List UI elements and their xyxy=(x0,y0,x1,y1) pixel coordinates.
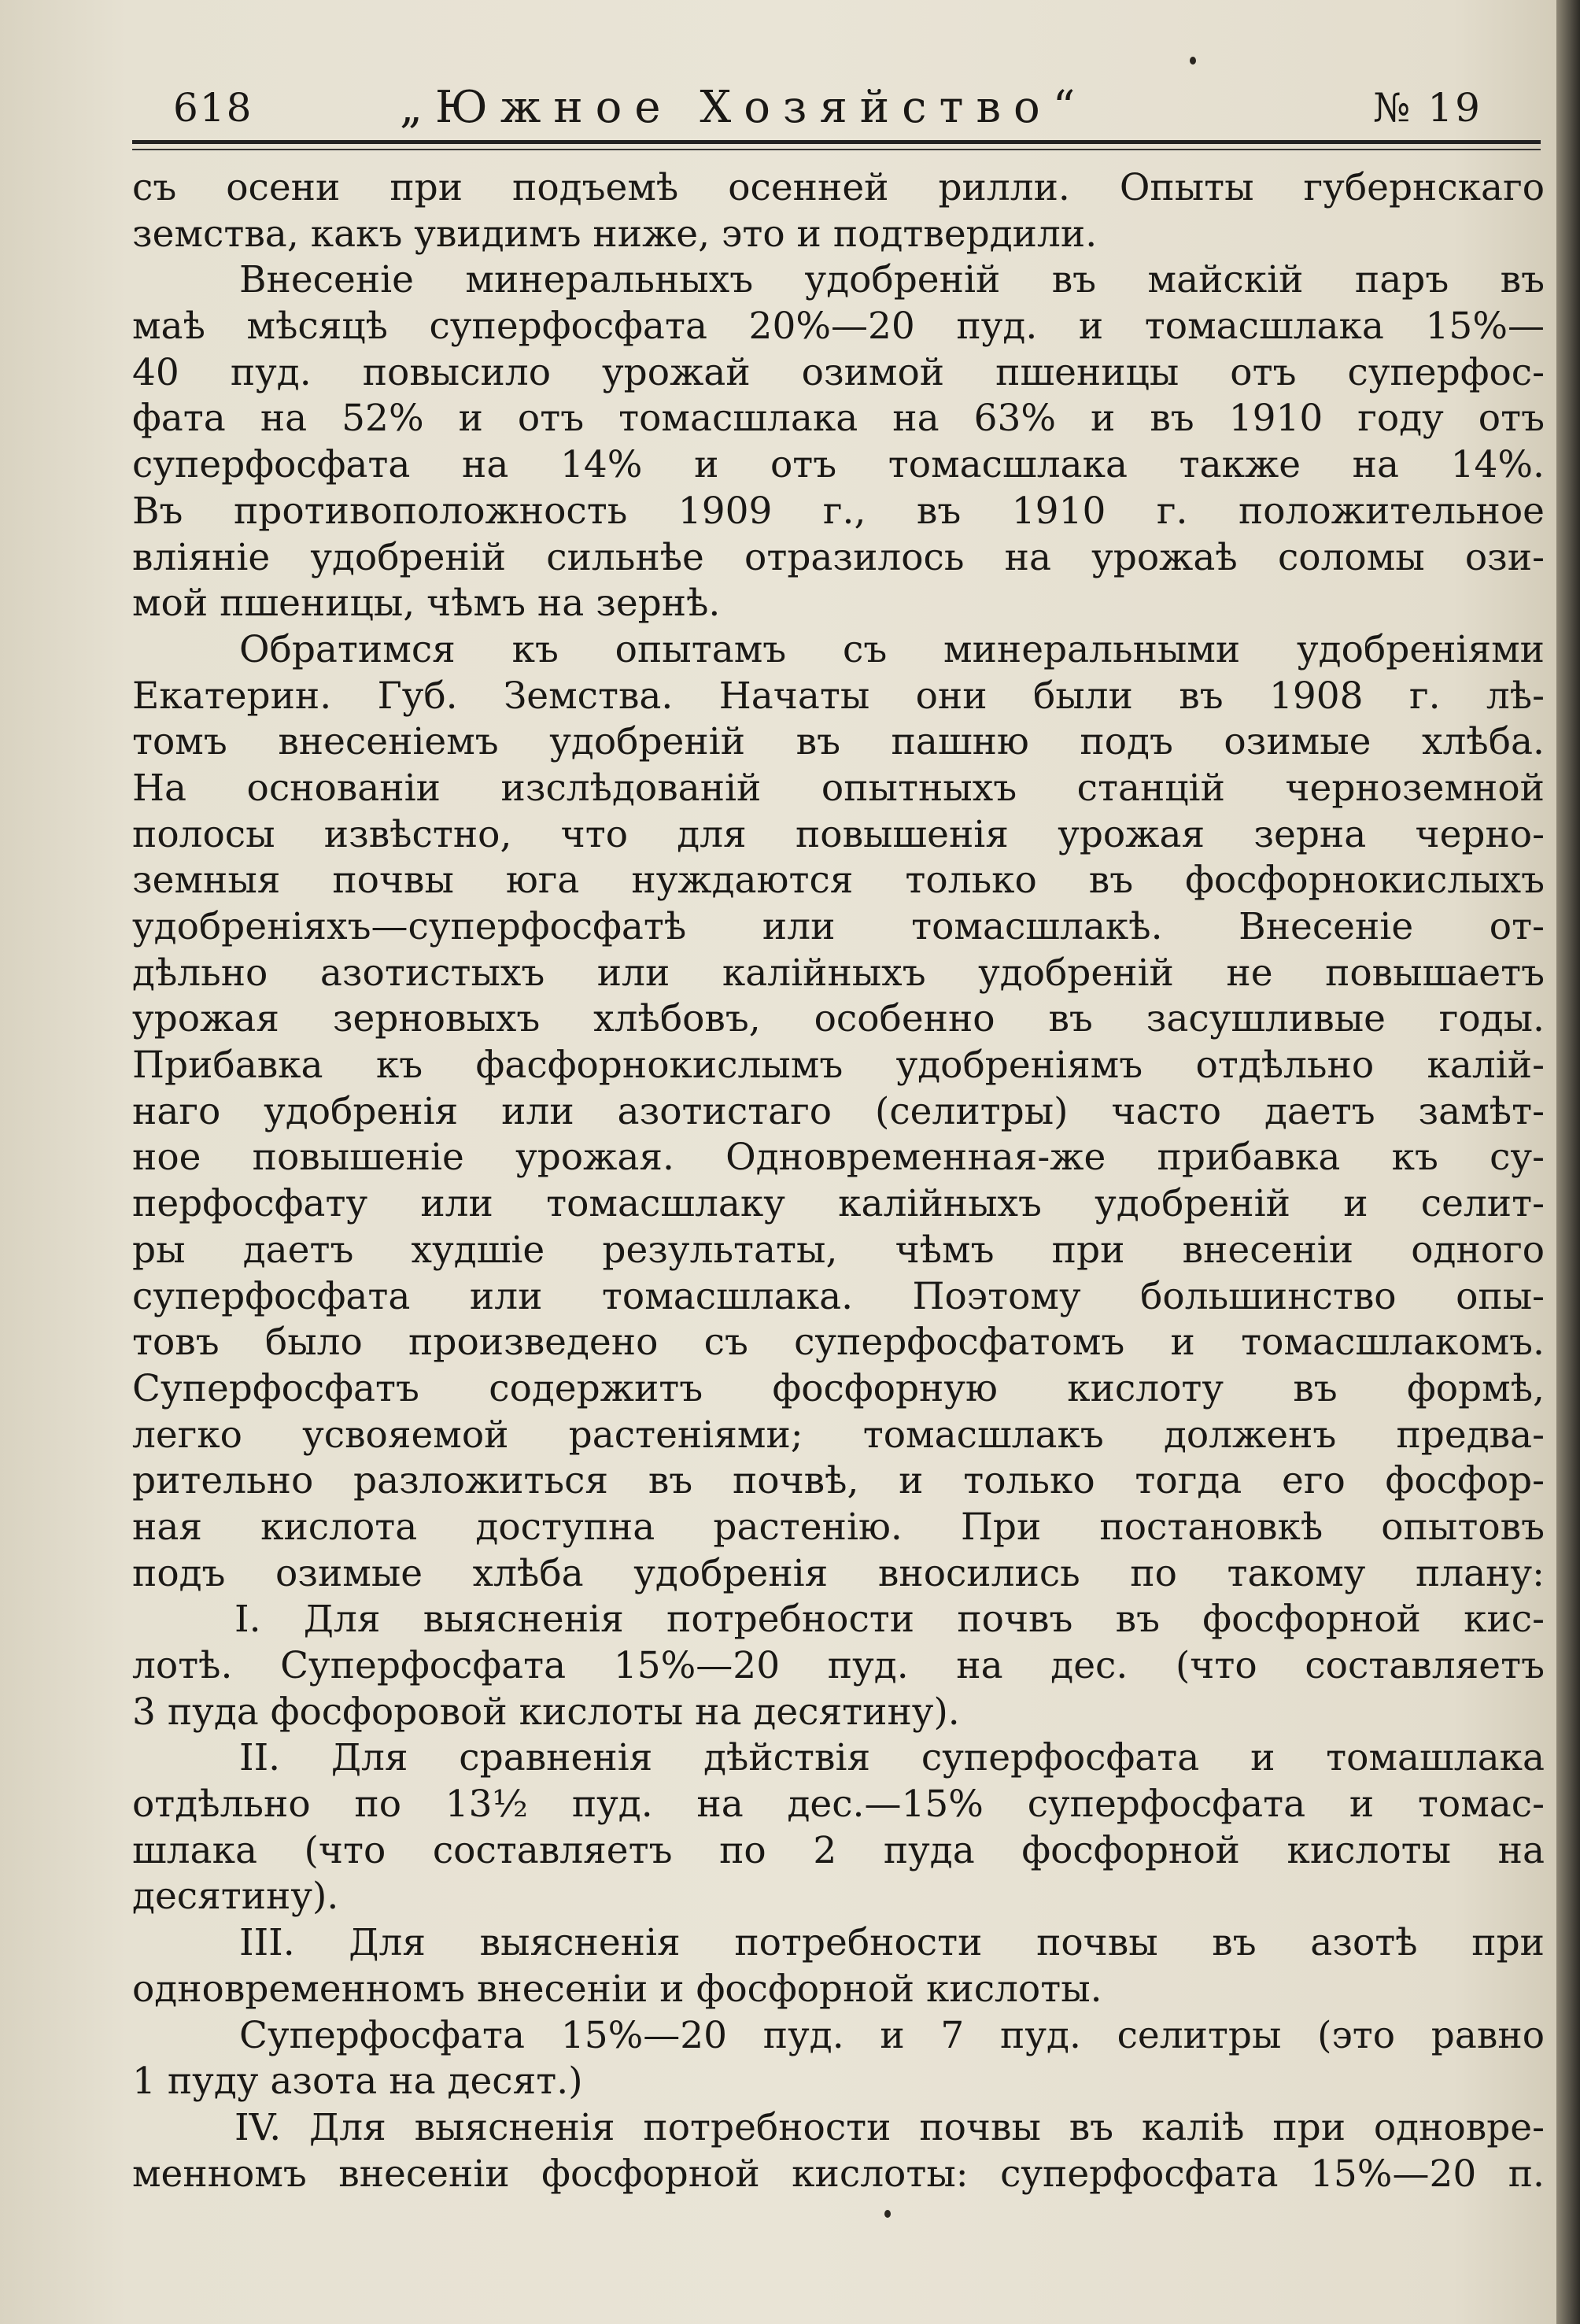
text-line: наго удобренія или азотистаго (селитры) часто даетъ замѣт- xyxy=(132,1089,1545,1133)
text-line: III. Для выясненія потребности почвы въ азотѣ при xyxy=(239,1921,1545,1965)
text-line: съ осени при подъемѣ осенней рилли. Опыты губернскаго xyxy=(132,166,1545,209)
print-speck xyxy=(884,2210,891,2218)
text-line: земныя почвы юга нуждаются только въ фосфорнокислыхъ xyxy=(132,859,1545,903)
issue-number: № 19 xyxy=(1373,85,1482,131)
text-line: товъ было произведено съ суперфосфатомъ и томасшлакомъ. xyxy=(132,1321,1545,1365)
text-line: рительно разложиться въ почвѣ, и только тогда его фосфор- xyxy=(132,1459,1545,1503)
page-header xyxy=(132,79,1541,142)
print-speck xyxy=(1190,57,1196,65)
text-line: Въ противоположность 1909 г., въ 1910 г. положительное xyxy=(132,489,1545,533)
text-line: 3 пуда фосфоровой кислоты на десятину). xyxy=(132,1690,960,1734)
header-rule-thin xyxy=(132,149,1541,150)
page-number: 618 xyxy=(173,85,253,131)
text-line: ная кислота доступна растенію. При постановкѣ опытовъ xyxy=(132,1505,1545,1549)
text-line: урожая зерновыхъ хлѣбовъ, особенно въ засушливые годы. xyxy=(132,997,1545,1041)
text-line: вліяніе удобреній сильнѣе отразилось на урожаѣ соломы ози- xyxy=(132,535,1545,579)
text-line: 1 пуду азота на десят.) xyxy=(132,2060,583,2104)
article-body xyxy=(132,165,1545,2197)
text-line: Внесеніе минеральныхъ удобреній въ майскій паръ въ xyxy=(239,258,1545,302)
text-line: шлака (что составляетъ по 2 пуда фосфорной кислоты на xyxy=(132,1828,1545,1872)
text-line: томъ внесеніемъ удобреній въ пашню подъ озимые хлѣба. xyxy=(132,720,1545,764)
text-line: Обратимся къ опытамъ съ минеральными удобреніями xyxy=(239,627,1545,671)
text-line: ры даетъ худшіе результаты, чѣмъ при внесеніи одного xyxy=(132,1228,1545,1272)
text-line: Екатерин. Губ. Земства. Начаты они были въ 1908 г. лѣ- xyxy=(132,674,1545,718)
text-line: десятину). xyxy=(132,1875,339,1919)
text-line: На основаніи изслѣдованій опытныхъ станцій черноземной xyxy=(132,766,1545,810)
text-line: удобреніяхъ—суперфосфатѣ или томасшлакѣ. Внесеніе от- xyxy=(132,905,1545,948)
text-line: менномъ внесеніи фосфорной кислоты: суперфосфата 15%—20 п. xyxy=(132,2152,1545,2196)
text-line: Суперфосфата 15%—20 пуд. и 7 пуд. селитры (это равно xyxy=(239,2013,1545,2057)
text-line: отдѣльно по 13½ пуд. на дес.—15% суперфосфата и томас- xyxy=(132,1783,1545,1827)
text-line: подъ озимые хлѣба удобренія вносились по такому плану: xyxy=(132,1551,1545,1595)
text-line: 40 пуд. повысило урожай озимой пшеницы отъ суперфос- xyxy=(132,350,1545,394)
header-rule-thick xyxy=(132,140,1541,144)
text-line: ное повышеніе урожая. Одновременная-же прибавка къ су- xyxy=(132,1136,1545,1180)
text-line: маѣ мѣсяцѣ суперфосфата 20%—20 пуд. и томасшлака 15%— xyxy=(132,305,1545,349)
text-line: Суперфосфатъ содержитъ фосфорную кислоту въ формѣ, xyxy=(132,1366,1545,1410)
text-line: IV. Для выясненія потребности почвы въ каліѣ при одновре- xyxy=(234,2105,1545,2149)
text-line: Прибавка къ фасфорнокислымъ удобреніямъ отдѣльно калій- xyxy=(132,1044,1545,1088)
text-line: дѣльно азотистыхъ или калійныхъ удобреній не повышаетъ xyxy=(132,951,1545,995)
text-line: полосы извѣстно, что для повышенія урожая зерна черно- xyxy=(132,812,1545,856)
page-binding-edge xyxy=(1556,0,1580,2324)
text-line: перфосфату или томасшлаку калійныхъ удобреній и селит- xyxy=(132,1182,1545,1226)
text-line: II. Для сравненія дѣйствія суперфосфата и томашлака xyxy=(239,1736,1545,1780)
text-line: фата на 52% и отъ томасшлака на 63% и въ 1910 году отъ xyxy=(132,397,1545,441)
text-line: легко усвояемой растеніями; томасшлакъ долженъ предва- xyxy=(132,1413,1545,1457)
text-line: лотѣ. Суперфосфата 15%—20 пуд. на дес. (что составляетъ xyxy=(132,1644,1545,1687)
text-line: суперфосфата или томасшлака. Поэтому большинство опы- xyxy=(132,1274,1545,1318)
text-line: мой пшеницы, чѣмъ на зернѣ. xyxy=(132,582,721,626)
text-line: земства, какъ увидимъ ниже, это и подтвердили. xyxy=(132,212,1098,256)
journal-title: „Южное Хозяйство“ xyxy=(400,82,1088,133)
text-line: суперфосфата на 14% и отъ томасшлака также на 14%. xyxy=(132,443,1545,487)
text-line: одновременномъ внесеніи и фосфорной кислоты. xyxy=(132,1967,1102,2011)
text-line: I. Для выясненія потребности почвъ въ фосфорной кис- xyxy=(234,1598,1545,1642)
